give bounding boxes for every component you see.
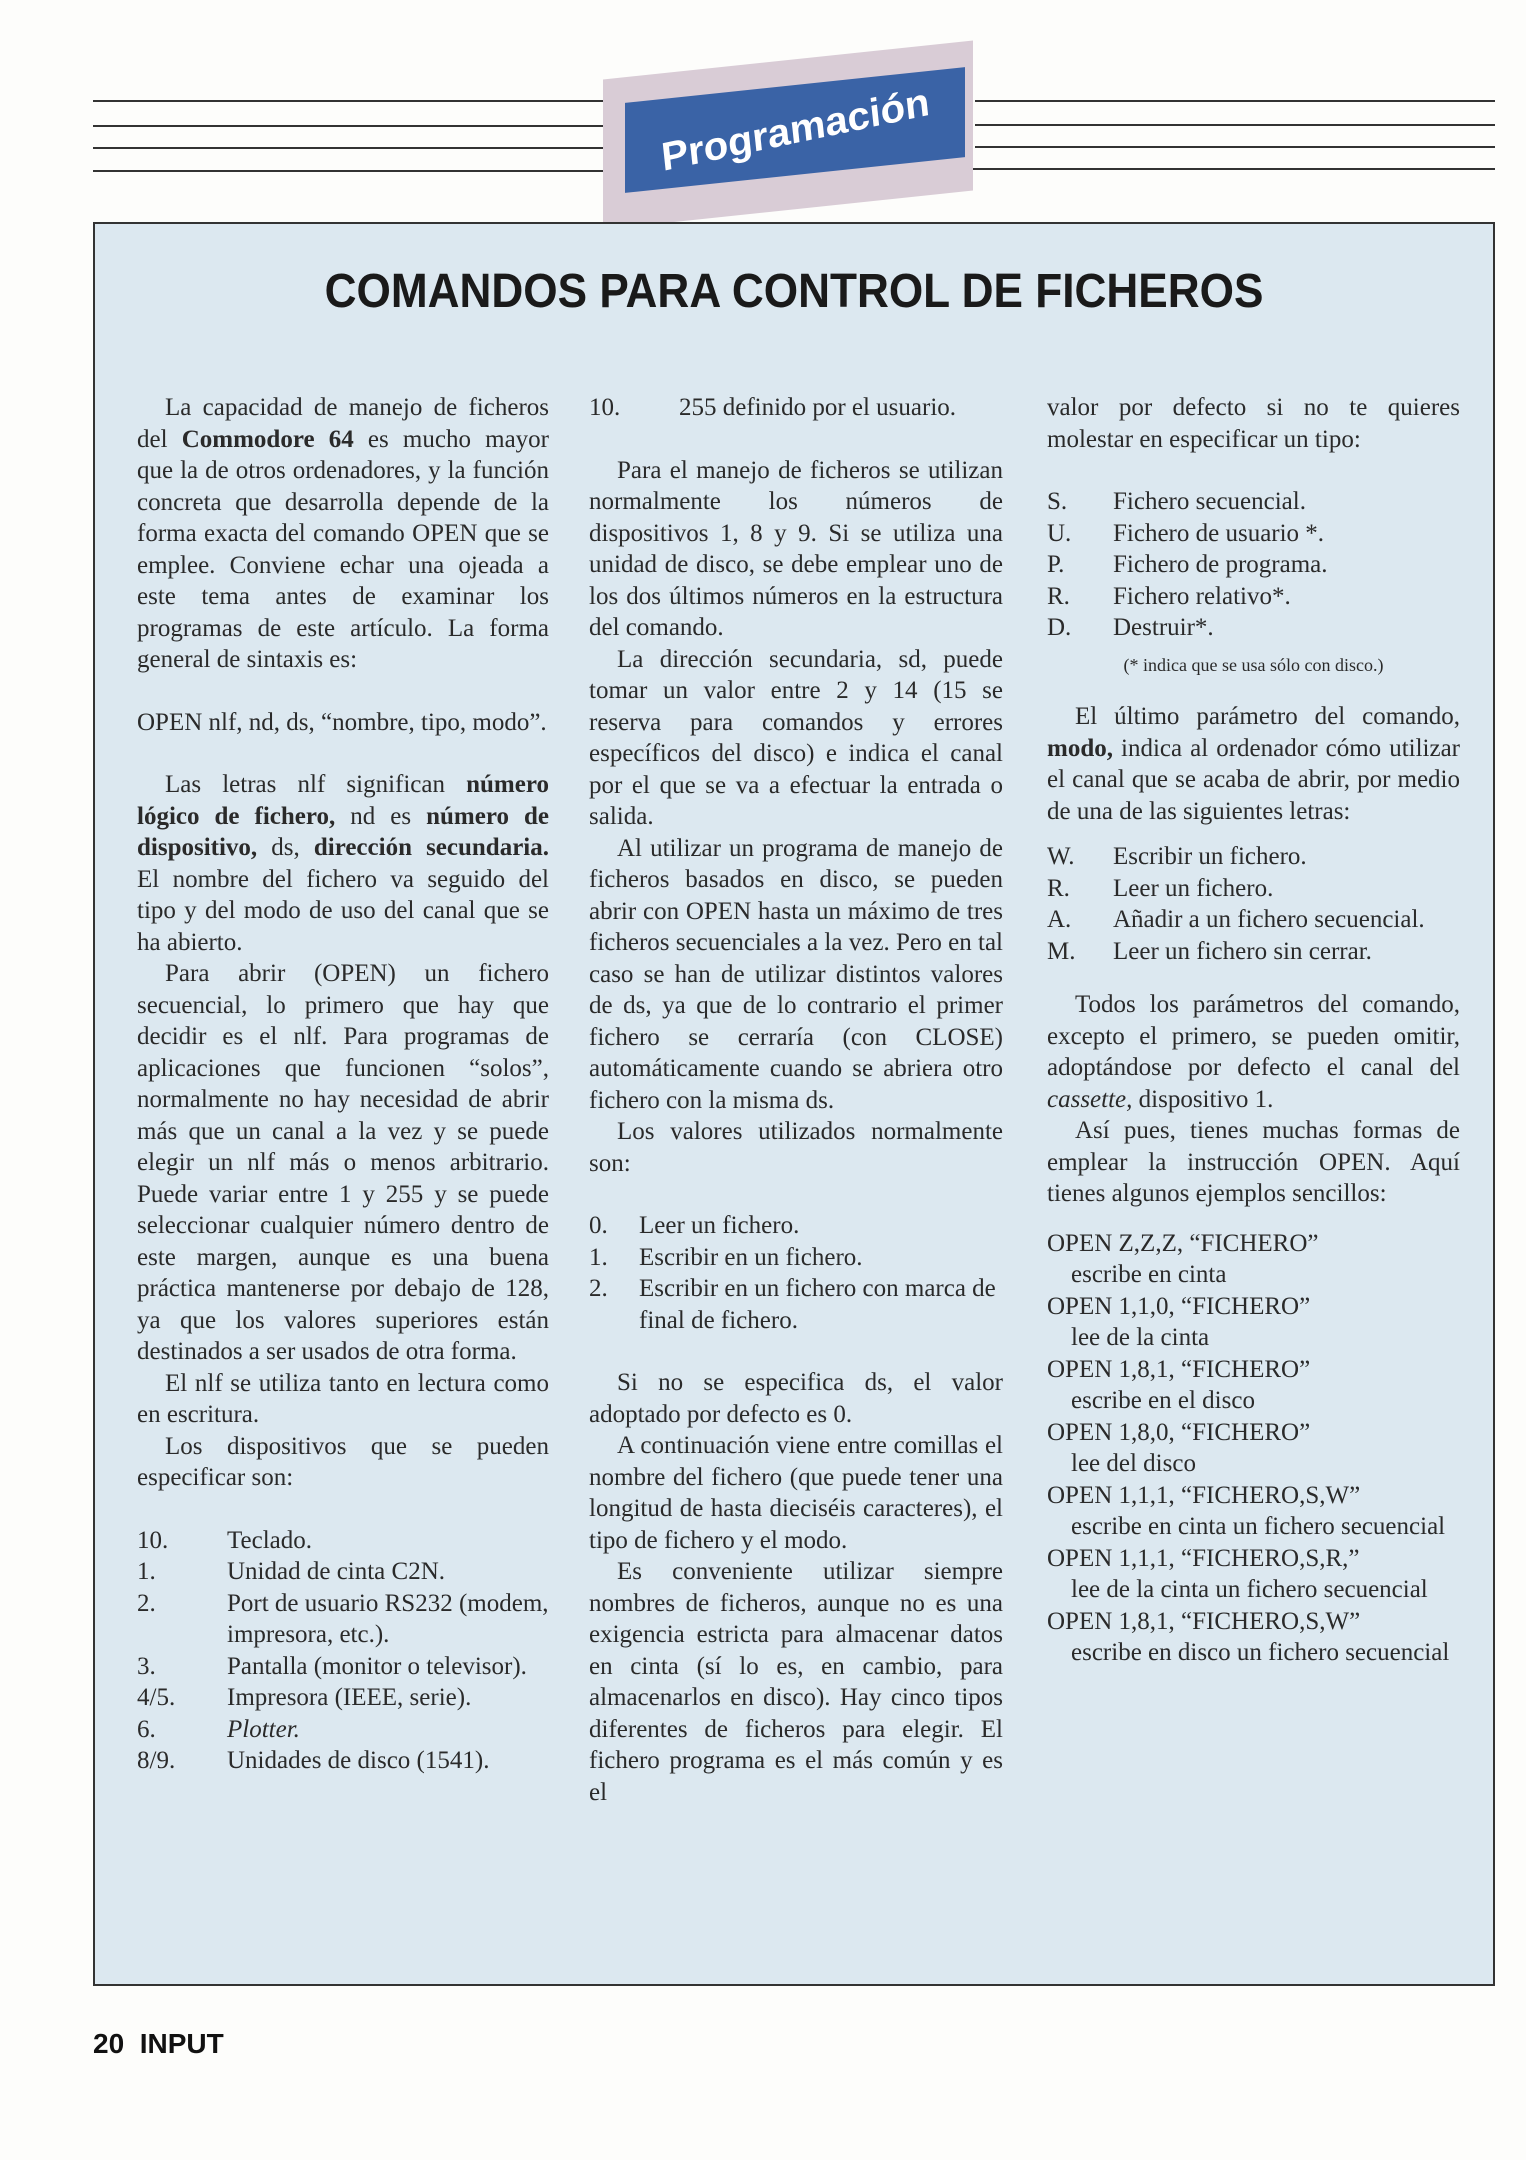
- syntax: OPEN nlf, nd, ds, “nombre, tipo, modo”.: [137, 708, 547, 736]
- list-item: W. Escribir un fichero.: [1047, 843, 1307, 870]
- header-rule: [955, 168, 1495, 170]
- list-item: 10. 255 definido por el usuario.: [589, 394, 957, 421]
- paragraph: Si no se especifica ds, el valor adoptado por defecto es 0.: [589, 1369, 1003, 1428]
- list-item: 2. Port de usuario RS232 (modem, impresora, etc.).: [137, 1589, 549, 1648]
- paragraph: Al utilizar un programa de manejo de ficheros basados en disco, se pueden abrir con OPEN hasta un máximo de tres ficheros secuenciales a la vez. Pero en tal caso se han de utilizar distintos valores de ds, ya que de lo contrario el primer fichero se cerraría (con CLOSE) automáticamente cuando se abriera otro fichero con la misma ds.: [589, 834, 1003, 1114]
- header-rule: [975, 146, 1495, 148]
- section-badge-label: Programación: [658, 79, 931, 180]
- paragraph: Todos los parámetros del comando, excepto el primero, se pueden omitir, adoptándose por defecto el canal del cassette, dispositivo 1.: [1047, 991, 1460, 1113]
- example: OPEN 1,1,0, “FICHERO” lee de la cinta: [1047, 1292, 1311, 1351]
- paragraph: valor por defecto si no te quieres molestar en especificar un tipo:: [1047, 394, 1460, 453]
- list-item: R. Fichero relativo*.: [1047, 582, 1291, 610]
- page-footer: [93, 2028, 224, 2060]
- paragraph: El último parámetro del comando, modo, indica al ordenador cómo utilizar el canal que se acaba de abrir, por medio de una de las siguientes letras:: [1047, 703, 1460, 825]
- example: OPEN 1,1,1, “FICHERO,S,W” escribe en cinta un fichero secuencial: [1047, 1481, 1446, 1540]
- paragraph: Los dispositivos que se pueden especificar son:: [137, 1432, 549, 1491]
- list-item: S. Fichero secuencial.: [1047, 488, 1306, 515]
- list-item: P. Fichero de programa.: [1047, 551, 1328, 578]
- page-number: 20: [93, 2028, 125, 2059]
- list-item: 1. Unidad de cinta C2N.: [137, 1558, 446, 1585]
- list-item: R. Leer un fichero.: [1047, 874, 1274, 902]
- example: OPEN 1,1,1, “FICHERO,S,R,” lee de la cinta un fichero secuencial: [1047, 1544, 1428, 1603]
- paragraph: Los valores utilizados normalmente son:: [589, 1118, 1003, 1177]
- header-rule: [93, 100, 613, 102]
- example: OPEN 1,8,1, “FICHERO” escribe en el disco: [1047, 1355, 1311, 1414]
- list-item: A. Añadir a un fichero secuencial.: [1047, 906, 1425, 933]
- paragraph: Es conveniente utilizar siempre nombres de ficheros, aunque no es una exigencia estricta para almacenar datos en cinta (sí lo es, en cambio, para almacenarlos en disco). Hay cinco tipos diferentes de ficheros para elegir. El fichero programa es el más común y es el: [589, 1558, 1003, 1806]
- article-box: [93, 222, 1495, 1986]
- example: OPEN 1,8,0, “FICHERO” lee del disco: [1047, 1418, 1311, 1477]
- paragraph: A continuación viene entre comillas el nombre del fichero (que puede tener una longitud de hasta dieciséis caracteres), el tipo de fichero y el modo.: [589, 1432, 1003, 1554]
- example: OPEN 1,8,1, “FICHERO,S,W” escribe en disco un fichero secuencial: [1047, 1607, 1450, 1666]
- magazine-name: INPUT: [139, 2028, 224, 2059]
- list-item: 2. Escribir en un fichero con marca de final de fichero.: [589, 1275, 996, 1334]
- list-item: 0. Leer un fichero.: [589, 1212, 800, 1239]
- header-rule: [93, 147, 613, 149]
- header-rule: [975, 100, 1495, 102]
- header-rule: [975, 124, 1495, 126]
- list-item: M. Leer un fichero sin cerrar.: [1047, 937, 1372, 965]
- list-item: 8/9. Unidades de disco (1541).: [137, 1747, 490, 1774]
- list-item: D. Destruir*.: [1047, 614, 1214, 641]
- example: OPEN Z,Z,Z, “FICHERO” escribe en cinta: [1047, 1229, 1319, 1288]
- column-2: [589, 392, 1003, 1808]
- header-rule: [93, 125, 613, 127]
- paragraph: Para abrir (OPEN) un fichero secuencial, lo primero que hay que decidir es el nlf. Para programas de aplicaciones que funcionen “solos”, normalmente no hay necesidad de abrir más que un canal a la vez y se puede elegir un nlf más o menos arbitrario. Puede variar entre 1 y 255 y se puede seleccionar cualquier número dentro de este margen, aunque es una buena práctica mantenerse por debajo de 128, ya que los valores superiores están destinados a ser usados de otra forma.: [137, 960, 549, 1365]
- list-item: 6. Plotter.: [137, 1715, 300, 1743]
- paragraph: El nlf se utiliza tanto en lectura como en escritura.: [137, 1369, 549, 1428]
- paragraph: La capacidad de manejo de ficheros del Commodore 64 es mucho mayor que la de otros ordenadores, y la función concreta que desarrolla depende de la forma exacta del comando OPEN que se emplee. Conviene echar una ojeada a este tema antes de examinar los programas de este artículo. La forma general de sintaxis es:: [137, 394, 549, 673]
- list-item: 3. Pantalla (monitor o televisor).: [137, 1652, 527, 1680]
- footnote: (* indica que se usa sólo con disco.): [1123, 654, 1384, 675]
- paragraph: Así pues, tienes muchas formas de emplear la instrucción OPEN. Aquí tienes algunos ejemplos sencillos:: [1047, 1117, 1460, 1207]
- list-item: 10. Teclado.: [137, 1526, 313, 1554]
- paragraph: La dirección secundaria, sd, puede tomar un valor entre 2 y 14 (15 se reserva para comandos y errores específicos del disco) e indica el canal por el que se va a efectuar la entrada o salida.: [589, 645, 1003, 830]
- paragraph: Las letras nlf significan número lógico de fichero, nd es número de dispositivo, ds, dirección secundaria. El nombre del fichero va seguido del tipo y del modo de uso del canal que se ha abierto.: [137, 771, 550, 956]
- list-item: U. Fichero de usuario *.: [1047, 519, 1325, 547]
- column-3: [1047, 392, 1460, 1669]
- article-title: COMANDOS PARA CONTROL DE FICHEROS: [324, 265, 1264, 318]
- list-item: 4/5. Impresora (IEEE, serie).: [137, 1684, 472, 1711]
- column-1: [137, 392, 549, 1777]
- header-rule: [93, 170, 613, 172]
- paragraph: Para el manejo de ficheros se utilizan normalmente los números de dispositivos 1, 8 y 9. Si se utiliza una unidad de disco, se debe emplear uno de los dos últimos números en la estructura del comando.: [589, 456, 1003, 641]
- list-item: 1. Escribir en un fichero.: [589, 1243, 863, 1271]
